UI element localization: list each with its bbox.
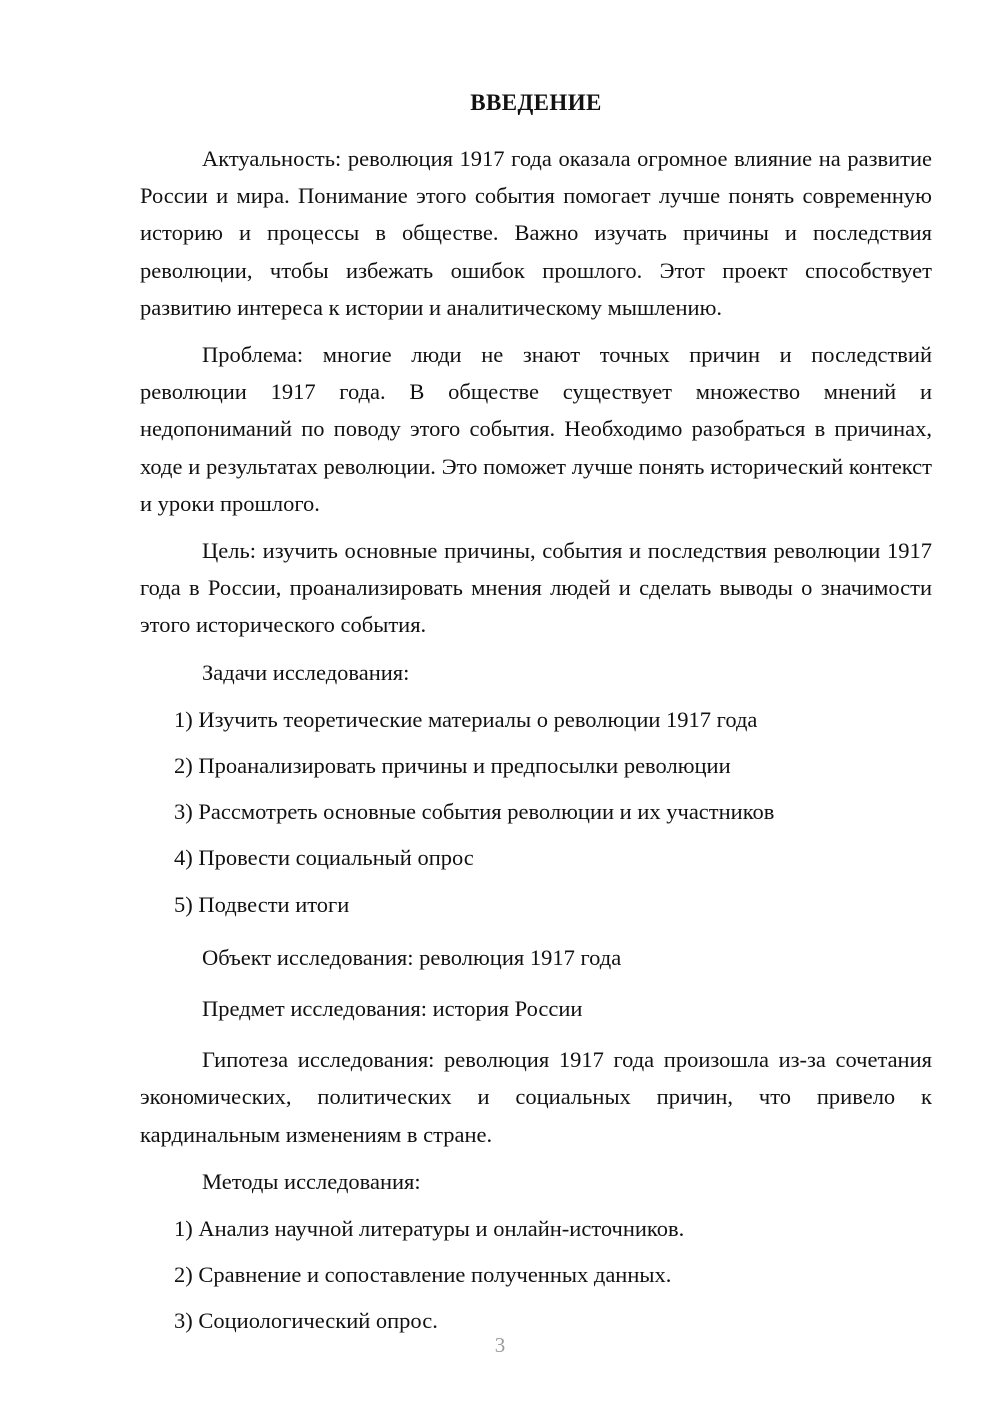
paragraph-spacer: [140, 525, 932, 532]
method-list-item: 1) Анализ научной литературы и онлайн-источников.: [174, 1216, 685, 1242]
tasks-heading: Задачи исследования:: [202, 659, 410, 685]
page-number: 3: [494, 1333, 506, 1357]
task-list-item: 3) Рассмотреть основные события революции и их участников: [174, 799, 775, 825]
list-spacer: [140, 1203, 932, 1210]
paragraph-spacer: [140, 979, 932, 990]
section-spacer: [140, 1156, 932, 1163]
paragraph-spacer: [140, 1030, 932, 1041]
paragraph-goal: Цель: изучить основные причины, события и последствия революции 1917 года в России, проанализировать мнения людей и сделать выводы о значимости этого исторического события.: [140, 538, 932, 638]
method-list-item: 2) Сравнение и сопоставление полученных данных.: [174, 1262, 672, 1288]
paragraph-spacer: [140, 329, 932, 336]
document-body: [140, 88, 932, 1349]
paragraph-subject: Предмет исследования: история России: [202, 996, 583, 1022]
paragraph-spacer: [140, 647, 932, 654]
section-spacer: [140, 932, 932, 939]
paragraph-hypothesis: Гипотеза исследования: революция 1917 года произошла из-за сочетания экономических, политических и социальных причин, что привело к кардинальным изменениям в стране.: [140, 1047, 932, 1147]
task-list-item: 4) Провести социальный опрос: [174, 845, 474, 871]
method-list-item: 3) Социологический опрос.: [174, 1308, 438, 1334]
page-title: ВВЕДЕНИЕ: [470, 90, 602, 115]
task-list-item: 1) Изучить теоретические материалы о революции 1917 года: [174, 706, 758, 732]
list-spacer: [140, 694, 932, 701]
paragraph-relevance: Актуальность: революция 1917 года оказала огромное влияние на развитие России и мира. Понимание этого события помогает лучше понять современную историю и процессы в обществе. Важно изучать причины и последствия революции, чтобы избежать ошибок прошлого. Этот проект способствует развитию интереса к истории и аналитическому мышлению.: [140, 146, 932, 320]
task-list-item: 5) Подвести итоги: [174, 891, 350, 917]
task-list-item: 2) Проанализировать причины и предпосылки революции: [174, 753, 731, 779]
paragraph-problem: Проблема: многие люди не знают точных причин и последствий революции 1917 года. В обществе существует множество мнений и недопониманий по поводу этого события. Необходимо разобраться в причинах, ходе и результатах революции. Это поможет лучше понять исторический контекст и уроки прошлого.: [140, 342, 932, 516]
paragraph-object: Объект исследования: революция 1917 года: [202, 944, 622, 970]
methods-heading: Методы исследования:: [202, 1168, 421, 1194]
